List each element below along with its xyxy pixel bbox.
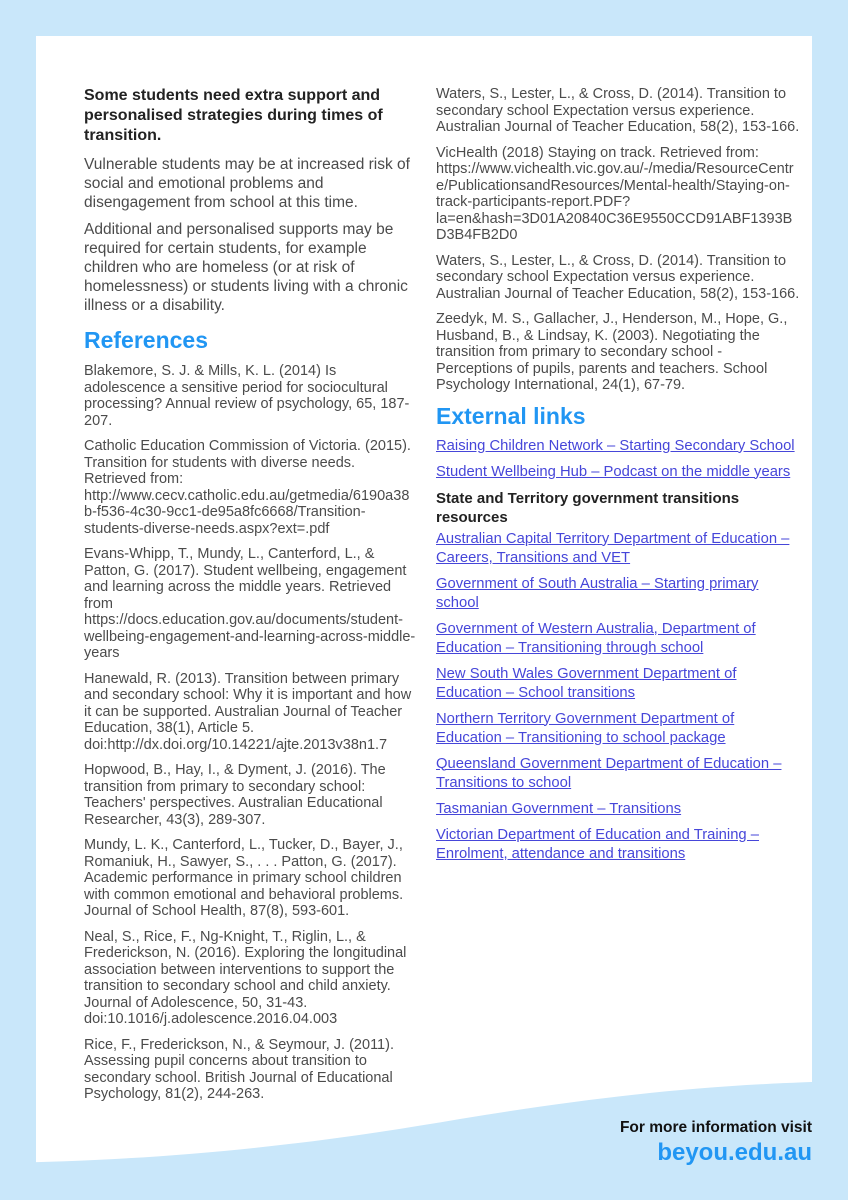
reference-item: Rice, F., Frederickson, N., & Seymour, J. (2011). Assessing pupil concerns about transition to secondary school. British Journal of Educational Psychology, 81(2), 244-263. [84,1036,394,1102]
external-link-nt-education[interactable]: Northern Territory Government Department of Education – Transitioning to school package [436,710,735,746]
external-link-qld-education[interactable]: Queensland Government Department of Education – Transitions to school [436,755,782,791]
reference-item: VicHealth (2018) Staying on track. Retrieved from: https://www.vichealth.vic.gov.au/-/media/ResourceCentre/PublicationsandResources/Mental-health/Staying-on-track-participants-report.PDF?la=en&hash=3D01A20840C36E9550CCD91ABF1393BD3B4FB2D0 [436,144,794,243]
links-subheading: State and Territory government transitions resources [436,489,740,526]
external-links-heading: External links [436,402,586,429]
reference-item: Mundy, L. K., Canterford, L., Tucker, D., Bayer, J., Romaniuk, H., Sawyer, S., . . . Patton, G. (2017). Academic performance in primary school children with common emotional and behavioral problems. Journal of School Health, 87(8), 593-601. [84,837,404,919]
footer [620,1118,812,1166]
reference-item: Blakemore, S. J. & Mills, K. L. (2014) Is adolescence a sensitive period for sociocultural processing? Annual review of psychology, 65, 187-207. [84,363,410,429]
intro-paragraph: Vulnerable students may be at increased risk of social and emotional problems and disengagement from school at this time. [84,156,410,211]
external-link-vic-education[interactable]: Victorian Department of Education and Training – Enrolment, attendance and transitions [436,826,759,862]
reference-item: Zeedyk, M. S., Gallacher, J., Henderson, M., Hope, G., Husband, B., & Lindsay, K. (2003). Negotiating the transition from primary to secondary school - Perceptions of pupils, parents and teachers. School Psychology International, 24(1), 67-79. [436,311,788,393]
right-column [436,86,800,871]
references-heading: References [84,327,209,353]
reference-item: Evans-Whipp, T., Mundy, L., Canterford, L., & Patton, G. (2017). Student wellbeing, engagement and learning across the middle years. Retrieved from https://docs.education.gov.au/documents/student-wellbeing-engagement-and-learning-across-middle-years [84,546,416,661]
intro-heading: Some students need extra support and personalised strategies during times of transition. [84,87,383,144]
left-column [84,86,416,1112]
reference-item: Hopwood, B., Hay, I., & Dyment, J. (2016). The transition from primary to secondary school: Teachers' perspectives. Australian Educational Researcher, 43(3), 289-307. [84,762,386,828]
external-link-nsw-education[interactable]: New South Wales Government Department of Education – School transitions [436,665,737,701]
footer-site-link[interactable]: beyou.edu.au [657,1139,812,1166]
reference-item: Waters, S., Lester, L., & Cross, D. (2014). Transition to secondary school Expectation versus experience. Australian Journal of Teacher Education, 58(2), 153-166. [436,252,800,302]
external-link-student-wellbeing-hub[interactable]: Student Wellbeing Hub – Podcast on the middle years [436,463,791,480]
reference-item: Neal, S., Rice, F., Ng-Knight, T., Riglin, L., & Frederickson, N. (2016). Exploring the longitudinal association between interventions to support the transition to secondary school and child anxiety. Journal of Adolescence, 50, 31-43. doi:10.1016/j.adolescence.2016.04.003 [84,928,407,1027]
reference-item: Catholic Education Commission of Victoria. (2015). Transition for students with diverse needs. Retrieved from: http://www.cecv.catholic.edu.au/getmedia/6190a38b-f536-4c30-9cc1-de95a8fc6668/Transition-students-diverse-needs.aspx?ext=.pdf [84,438,411,537]
external-link-sa-government[interactable]: Government of South Australia – Starting primary school [436,575,759,611]
intro-paragraph: Additional and personalised supports may be required for certain students, for example children who are homeless (or at risk of homelessness) or students living with a chronic illness or a disability. [84,221,408,314]
reference-item: Waters, S., Lester, L., & Cross, D. (2014). Transition to secondary school Expectation versus experience. Australian Journal of Teacher Education, 58(2), 153-166. [436,86,800,135]
external-link-wa-education[interactable]: Government of Western Australia, Department of Education – Transitioning through school [436,620,756,656]
external-link-act-education[interactable]: Australian Capital Territory Department of Education – Careers, Transitions and VET [436,530,790,566]
external-link-raising-children[interactable]: Raising Children Network – Starting Secondary School [436,437,795,454]
external-link-tas-government[interactable]: Tasmanian Government – Transitions [436,800,682,817]
footer-info-text: For more information visit [619,1119,812,1136]
reference-item: Hanewald, R. (2013). Transition between primary and secondary school: Why it is important and how it can be supported. Australian Journal of Teacher Education, 38(1), Article 5. doi:http://dx.doi.org/10.14221/ajte.2013v38n1.7 [84,670,412,753]
